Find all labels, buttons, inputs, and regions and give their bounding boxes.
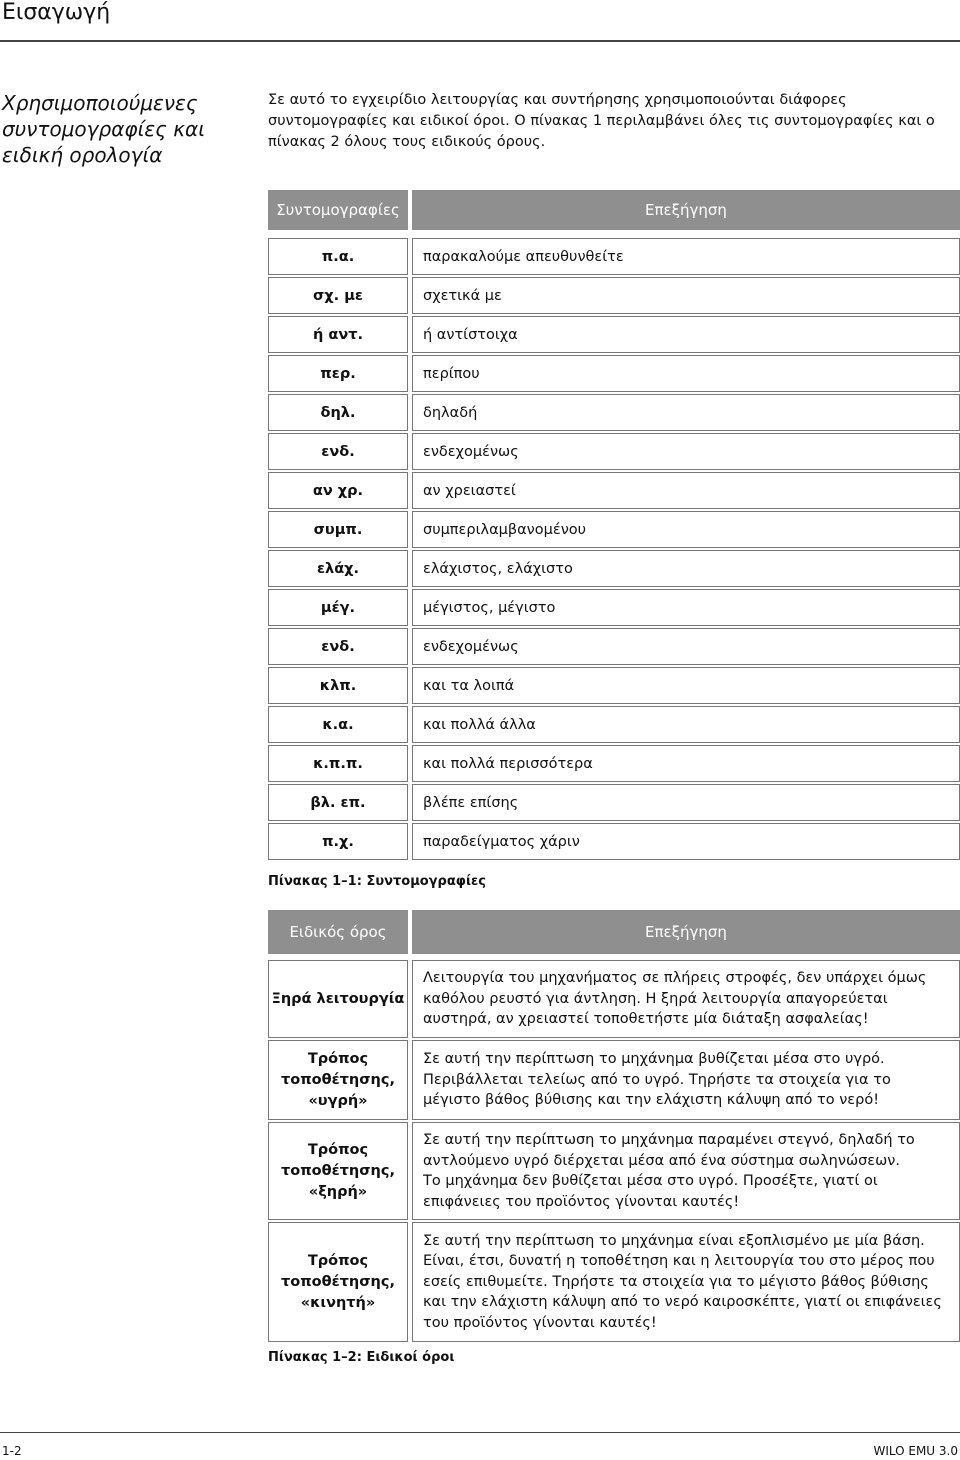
table-row (268, 784, 960, 821)
table-row (268, 628, 960, 665)
table-row (268, 706, 960, 743)
table-row (268, 394, 960, 431)
explanation-cell: ενδεχομένως (412, 628, 960, 665)
abbreviation-cell: ή αντ. (268, 316, 408, 353)
table-row (268, 1122, 960, 1220)
abbreviation-cell: αν χρ. (268, 472, 408, 509)
explanation-cell: Σε αυτή την περίπτωση το μηχάνημα παραμένει στεγνό, δηλαδή το αντλούμενο υγρό διέρχεται μέσα από ένα σύστημα σωληνώσεων. Το μηχάνημα δεν βυθίζεται μέσα στο υγρό. Προσέξτε, γιατί οι επιφάνειες του προϊόντος γίνονται καυτές! (412, 1122, 960, 1220)
explanation-cell: αν χρειαστεί (412, 472, 960, 509)
explanation-cell: Λειτουργία του μηχανήματος σε πλήρεις στροφές, δεν υπάρχει όμως καθόλου ρευστό για άντληση. Η ξηρά λειτουργία απαγορεύεται αυστηρά, αν χρειαστεί τοποθετήστε μία διάταξη ασφαλείας! (412, 960, 960, 1038)
table-row (268, 355, 960, 392)
explanation-cell: ή αντίστοιχα (412, 316, 960, 353)
column-header-explanation: Επεξήγηση (412, 190, 960, 230)
abbreviation-cell: κ.π.π. (268, 745, 408, 782)
explanation-cell: μέγιστος, μέγιστο (412, 589, 960, 626)
explanation-cell: και τα λοιπά (412, 667, 960, 704)
explanation-cell: σχετικά με (412, 277, 960, 314)
table-row (268, 433, 960, 470)
table-row (268, 960, 960, 1038)
abbreviation-cell: κλπ. (268, 667, 408, 704)
explanation-cell: και πολλά περισσότερα (412, 745, 960, 782)
table-caption: Πίνακας 1–1: Συντομογραφίες (268, 874, 486, 889)
abbreviation-cell: περ. (268, 355, 408, 392)
explanation-cell: δηλαδή (412, 394, 960, 431)
abbreviation-cell: κ.α. (268, 706, 408, 743)
abbreviations-table (268, 188, 960, 862)
table-row (268, 589, 960, 626)
table-row (268, 823, 960, 860)
page-number: 1-2 (2, 1444, 22, 1458)
footer-divider (0, 1432, 960, 1433)
special-terms-table (268, 908, 960, 1344)
explanation-cell: παραδείγματος χάριν (412, 823, 960, 860)
term-cell: Τρόπος τοποθέτησης, «υγρή» (268, 1040, 408, 1120)
table-row (268, 511, 960, 548)
table-row (268, 316, 960, 353)
product-name: WILO EMU 3.0 (873, 1444, 958, 1458)
abbreviation-cell: π.α. (268, 238, 408, 275)
term-cell: Τρόπος τοποθέτησης, «κινητή» (268, 1222, 408, 1342)
column-header-special-term: Ειδικός όρος (268, 910, 408, 954)
abbreviation-cell: ελάχ. (268, 550, 408, 587)
table-row (268, 238, 960, 275)
explanation-cell: περίπου (412, 355, 960, 392)
abbreviation-cell: σχ. με (268, 277, 408, 314)
explanation-cell: ενδεχομένως (412, 433, 960, 470)
table-row (268, 745, 960, 782)
explanation-cell: και πολλά άλλα (412, 706, 960, 743)
page-title: Εισαγωγή (2, 0, 111, 25)
table-row (268, 1222, 960, 1342)
term-cell: Ξηρά λειτουργία (268, 960, 408, 1038)
explanation-cell: Σε αυτή την περίπτωση το μηχάνημα είναι εξοπλισμένο με μία βάση. Είναι, έτσι, δυνατή η τοποθέτηση και η λειτουργία του στο μέρος που εσείς επιθυμείτε. Τηρήστε τα στοιχεία για το μέγιστο βάθος βύθισης και την ελάχιστη κάλυψη από το νερό καιροσκέπτε, γιατί οι επιφάνειες του προϊόντος γίνονται καυτές! (412, 1222, 960, 1342)
intro-paragraph: Σε αυτό το εγχειρίδιο λειτουργίας και συντήρησης χρησιμοποιούνται διάφορες συντομογραφίες και ειδικοί όροι. Ο πίνακας 1 περιλαμβάνει όλες τις συντομογραφίες και ο πίνακας 2 όλους τους ειδικούς όρους. (268, 92, 935, 150)
explanation-cell: συμπεριλαμβανομένου (412, 511, 960, 548)
abbreviation-cell: βλ. επ. (268, 784, 408, 821)
table-row (268, 1040, 960, 1120)
explanation-cell: ελάχιστος, ελάχιστο (412, 550, 960, 587)
abbreviation-cell: π.χ. (268, 823, 408, 860)
abbreviation-cell: μέγ. (268, 589, 408, 626)
explanation-cell: παρακαλούμε απευθυνθείτε (412, 238, 960, 275)
explanation-cell: βλέπε επίσης (412, 784, 960, 821)
abbreviation-cell: συμπ. (268, 511, 408, 548)
abbreviation-cell: ενδ. (268, 433, 408, 470)
section-heading: Χρησιμοποιούμενες συντομογραφίες και ειδική ορολογία (2, 91, 205, 167)
table-row (268, 550, 960, 587)
abbreviation-cell: δηλ. (268, 394, 408, 431)
explanation-cell: Σε αυτή την περίπτωση το μηχάνημα βυθίζεται μέσα στο υγρό. Περιβάλλεται τελείως από το υγρό. Τηρήστε τα στοιχεία για το μέγιστο βάθος βύθισης και την ελάχιστη κάλυψη από το νερό! (412, 1040, 960, 1120)
table-row (268, 667, 960, 704)
term-cell: Τρόπος τοποθέτησης, «ξηρή» (268, 1122, 408, 1220)
header-divider (0, 40, 960, 42)
abbreviation-cell: ενδ. (268, 628, 408, 665)
column-header-abbreviations: Συντομογραφίες (268, 190, 408, 230)
table-caption: Πίνακας 1–2: Ειδικοί όροι (268, 1350, 455, 1365)
column-header-explanation: Επεξήγηση (412, 910, 960, 954)
table-row (268, 472, 960, 509)
table-row (268, 277, 960, 314)
